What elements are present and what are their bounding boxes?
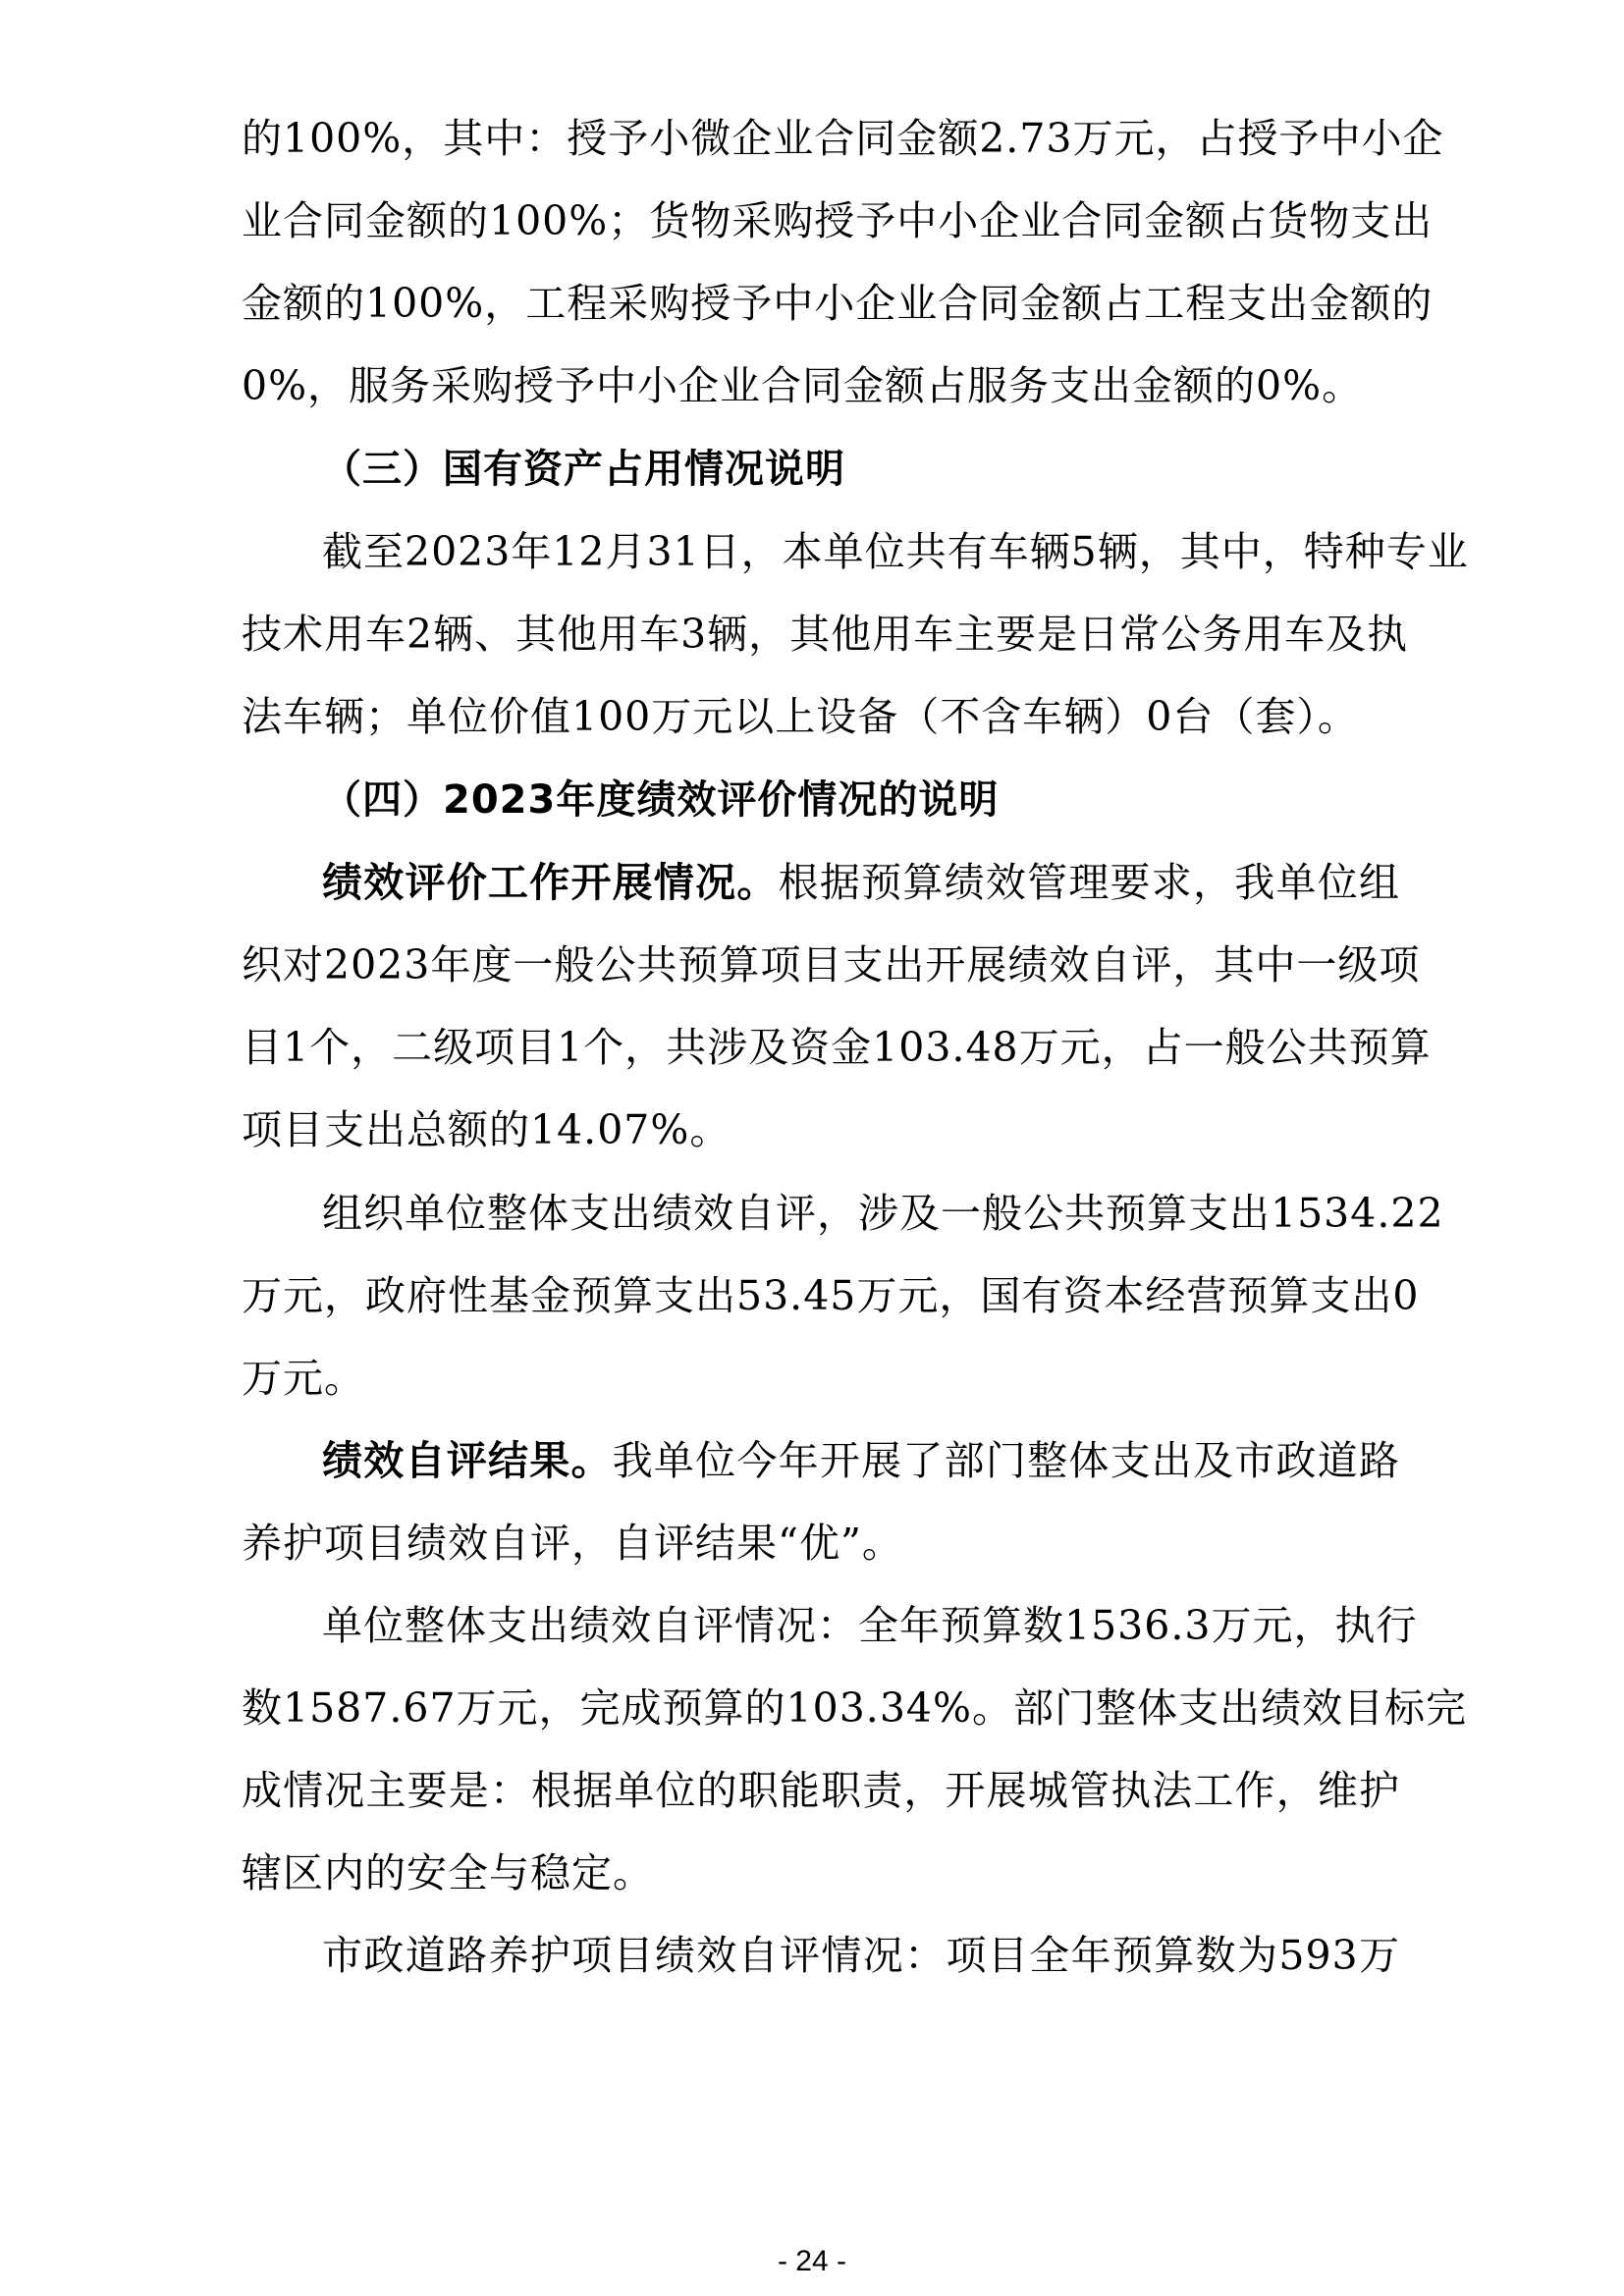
body-text-line: 万元。 [242,1355,365,1402]
body-text-line: 0%，服务采购授予中小企业合同金额占服务支出金额的0%。 [242,362,1364,409]
section-heading-performance: （四）2023年度绩效评价情况的说明 [322,777,1000,823]
body-text-line: 成情况主要是：根据单位的职能职责，开展城管执法工作，维护 [242,1767,1400,1814]
body-text-line: 养护项目绩效自评，自评结果“优”。 [242,1520,903,1567]
body-text-line: 辖区内的安全与稳定。 [242,1849,654,1896]
body-text-line: 业合同金额的100%；货物采购授予中小企业合同金额占货物支出 [242,197,1434,244]
bold-lead-eval-work: 绩效评价工作开展情况。 [322,859,779,906]
body-text-fragment: 我单位今年开展了部门整体支出及市政道路 [612,1437,1401,1484]
bold-lead-eval-result: 绩效自评结果。 [322,1437,613,1484]
body-text-line: 项目支出总额的14.07%。 [242,1106,731,1153]
body-text-line: 组织单位整体支出绩效自评，涉及一般公共预算支出1534.22 [322,1190,1444,1237]
body-text-line: 目1个，二级项目1个，共涉及资金103.48万元，占一般公共预算 [242,1024,1432,1071]
body-text-line: 市政道路养护项目绩效自评情况：项目全年预算数为593万 [322,1932,1400,1979]
body-text-line: 截至2023年12月31日，本单位共有车辆5辆，其中，特种专业 [322,528,1469,575]
body-text-line: 的100%，其中：授予小微企业合同金额2.73万元，占授予中小企 [242,115,1444,162]
section-heading-assets: （三）国有资产占用情况说明 [322,447,845,492]
body-text-line-with-lead [322,1431,1400,1490]
body-text-line: 金额的100%，工程采购授予中小企业合同金额占工程支出金额的 [242,280,1434,327]
body-text-line: 数1587.67万元，完成预算的103.34%。部门整体支出绩效目标完 [242,1684,1467,1732]
body-text-line: 法车辆；单位价值100万元以上设备（不含车辆）0台（套）。 [242,693,1359,740]
body-text-line: 织对2023年度一般公共预算项目支出开展绩效自评，其中一级项 [242,941,1421,988]
body-text-line: 单位整体支出绩效自评情况：全年预算数1536.3万元，执行 [322,1602,1418,1649]
body-text-fragment: 根据预算绩效管理要求，我单位组 [778,859,1400,906]
body-text-line: 技术用车2辆、其他用车3辆，其他用车主要是日常公务用车及执 [242,611,1409,658]
body-text-line: 万元，政府性基金预算支出53.45万元，国有资本经营预算支出0 [242,1272,1420,1319]
body-text-line-with-lead [322,853,1400,912]
page-number: - 24 - [777,2245,847,2277]
